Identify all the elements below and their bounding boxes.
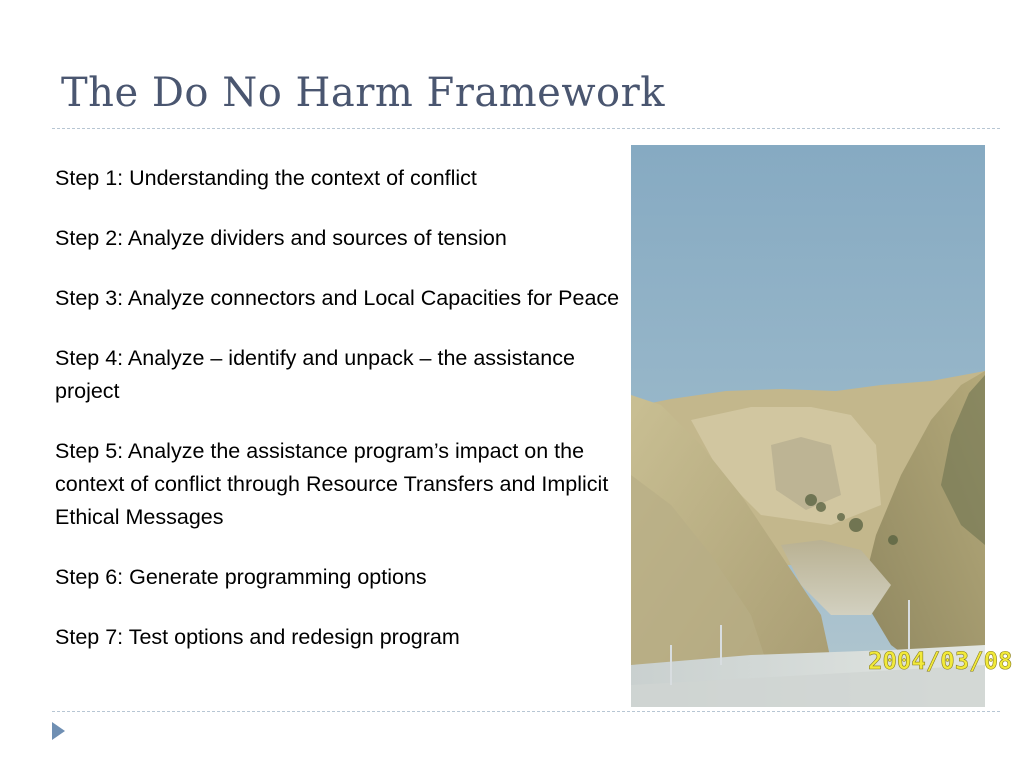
play-triangle-icon[interactable]: [52, 722, 65, 740]
step-item-1: Step 1: Understanding the context of conflict: [55, 166, 477, 190]
title-divider: [52, 128, 1000, 129]
photo-date-stamp: 2004/03/08: [868, 647, 1013, 675]
canyon-photo: [631, 145, 1013, 707]
step-item-4: Step 4: Analyze – identify and unpack – the assistance project: [55, 346, 575, 403]
footer-divider: [52, 711, 1000, 712]
step-item-5: Step 5: Analyze the assistance program’s impact on the context of conflict through Resource Transfers and Implicit Ethical Messages: [55, 439, 609, 529]
step-item-2: Step 2: Analyze dividers and sources of tension: [55, 226, 507, 250]
steps-list: [55, 162, 625, 681]
slide-title: The Do No Harm Framework: [61, 70, 665, 116]
step-item-3: Step 3: Analyze connectors and Local Capacities for Peace: [55, 286, 620, 310]
step-item-6: Step 6: Generate programming options: [55, 565, 427, 589]
step-item-7: Step 7: Test options and redesign program: [55, 625, 460, 649]
canyon-photo-image: [631, 145, 1013, 707]
